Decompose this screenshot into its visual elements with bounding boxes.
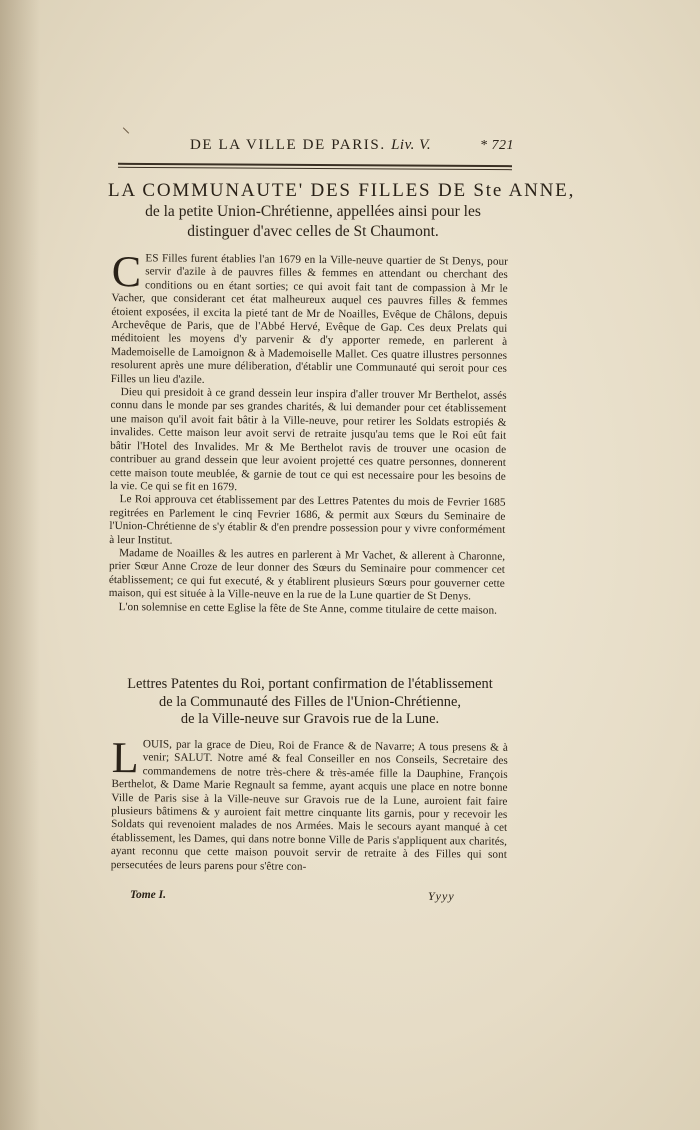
running-head-book: Liv. V. [391,137,432,153]
letters-body [110,733,508,876]
running-head [190,137,520,154]
margin-mark [123,127,129,133]
paragraph-2: Dieu qui presidoit à ce grand dessein leur inspira d'aller trouver Mr Berthelot, assés connu dans le monde par ses grandes charités, & lui demander pour cet établissement une maison qu'il avoit fait bâtir à la Ville-neuve, pour retirer les Soldats estropiés & invalides. Cette maison leur avoit servi de retraite jusqu'au tems que le Roi eût fait bâtir l'Hotel des Invalides. Mr & Me Berthelot ravis de trouver une ocasion de contribuer au grand dessein que leur avoient projetté ces quatre personnes, donnerent cette maison toute meublée, & garnie de tout ce qui est necessaire pour les besoins de la vie. Ce qui se fit en 1679. [109,386,507,494]
paragraph-5: L'on solemnise en cette Eglise la fête de Ste Anne, comme titulaire de cette maison. [118,600,498,617]
gutter-shadow [0,0,40,1130]
section-title-line1: LA COMMUNAUTE' DES FILLES DE Ste ANNE, [108,180,576,201]
paragraph-3: Le Roi approuva cet établissement par des Lettres Patentes du mois de Fevrier 1685 regitrées en Parlement le cinq Fevrier 1686, & permit aux Sœurs du Seminaire de l'Union-Chrétienne de s'y établir & d'en prendre possession pour y vivre conformément à leur Institut. [109,493,506,547]
footer-signature: Yyyy [428,889,455,903]
letters-paragraph [110,733,508,876]
footer-volume: Tome I. [130,889,166,901]
section-title-line3: distinguer d'avec celles de St Chaumont. [187,223,439,240]
section-title [108,180,576,242]
paragraph-1-text: ES Filles furent établies l'an 1679 en la Ville-neuve quartier de St Denys, pour servir d'azile à de pauvres filles & femmes en attendant ou cherchant des conditions ou en étant sorties; ce qui avoit fait tant de compassion à Mr le Vacher, que considerant cet état malheureux auquel ces pauvres filles & femmes étoient exposées, il excita la pieté tant de Mr de Noailles, Evêque de Châlons, depuis Archevêque de Paris, que de l'Abbé Hervé, Evêque de Gap. Ces deux Prelats qui méditoient les moyens d'y parvenir & d'y apporter remede, en parlerent à Mademoiselle de Lamoignon & à Mademoiselle Mallet. Ces quatre illustres personnes resolurent après une mure déliberation, d'établir une Communauté qui seroit pour ces Filles un lieu d'azile. [110,252,508,386]
letters-title-line3: de la Ville-neuve sur Gravois rue de la Lune. [180,711,440,727]
letters-patentes-title [100,676,520,729]
header-rule-thin [118,167,512,170]
page-number: * 721 [480,138,514,153]
drop-cap-c: C [111,247,142,297]
running-head-title: DE LA VILLE DE PARIS. [190,137,386,153]
section-body [108,247,508,618]
section-title-line2: de la petite Union-Chrétienne, appellées ainsi pour les [145,203,481,220]
paragraph-1 [110,247,508,390]
drop-cap-l: L [111,733,139,783]
letters-paragraph-text: OUIS, par la grace de Dieu, Roi de France & de Navarre; A tous presens & à venir; SALUT. Notre amé & feal Conseiller en nos Conseils, Secretaire des commandemens de notre très-chere & très-amée fille la Dauphine, François Berthelot, & Dame Marie Regnault sa femme, ayant acquis une place en notre bonne Ville de Paris sise à la Ville-neuve sur Gravois rue de la Lune, auroient fait faire plusieurs bâtimens & y auroient fait mettre cinquante lits garnis, pour y recevoir les Soldats qui revenoient malades de nos Armées. Mais le secours ayant manqué à cet établissement, les Dames, qui dans notre bonne Ville de Paris s'appliquent aux charités, ayant reconnu que cette maison pouvoit servir de retraite à des Filles qui sont persecutées de leurs parens pour s'être con- [110,738,508,873]
letters-title-line2: de la Communauté des Filles de l'Union-Chrétienne, [159,693,461,710]
letters-title-line1: Lettres Patentes du Roi, portant confirmation de l'établissement [127,676,493,692]
paragraph-4: Madame de Noailles & les autres en parlerent à Mr Vachet, & allerent à Charonne, prier Sœur Anne Croze de leur donner des Sœurs du Seminaire pour commencer cet établissement; ce qui fut executé, & y établirent plusieurs Sœurs pour gouverner cette maison, qui est située à la Ville-neuve en la rue de la Lune quartier de St Denys. [108,547,506,603]
